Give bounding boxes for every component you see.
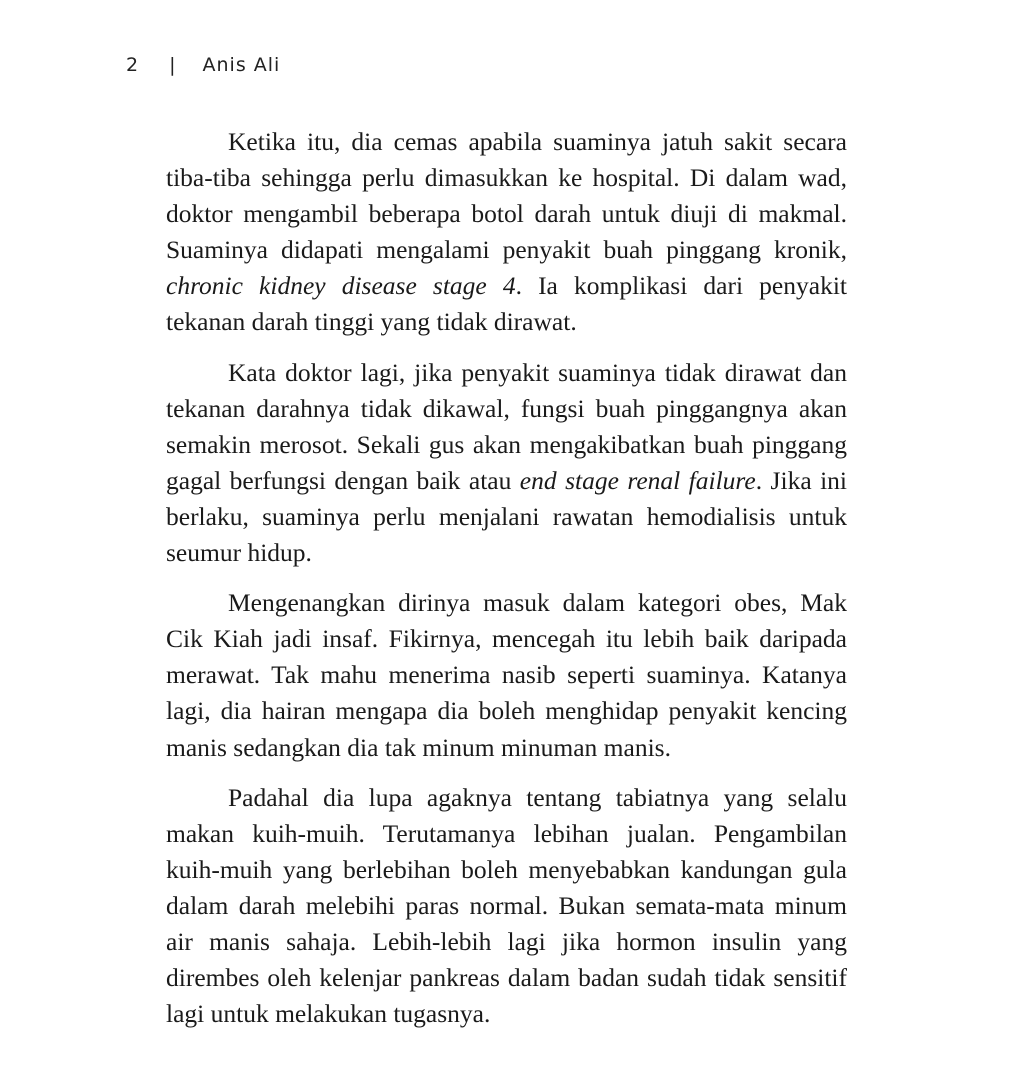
paragraph-1 [166, 124, 847, 341]
italic-term: chronic kidney disease stage 4 [166, 271, 516, 301]
italic-term: end stage renal failure [519, 465, 756, 495]
paragraph-text: Ketika itu, dia cemas apabila suaminya jatuh sakit secara tiba-tiba sehingga perlu dimasukkan ke hospital. Di dalam wad, doktor mengambil beberapa botol darah untuk diuji di makmal. Suaminya didapati mengalami penyakit buah pinggang kronik, [166, 127, 847, 265]
paragraph-text: . Ia komplikasi dari penyakit tekanan darah tinggi yang tidak dirawat. [166, 271, 847, 337]
paragraph-2 [166, 355, 847, 572]
paragraph-text: . Jika ini berlaku, suaminya perlu menjalani rawatan hemodialisis untuk seumur hidup. [166, 465, 848, 568]
paragraph-text: Padahal dia lupa agaknya tentang tabiatnya yang selalu makan kuih-muih. Terutamanya lebihan jualan. Pengambilan kuih-muih yang berlebihan boleh menyebabkan kandungan gula dalam darah melebihi paras normal. Bukan semata-mata minum air manis sahaja. Lebih-lebih lagi jika hormon insulin yang dirembes oleh kelenjar pankreas dalam badan sudah tidak sensitif lagi untuk melakukan tugasnya. [166, 782, 847, 1029]
running-header [126, 54, 280, 76]
paragraph-4 [166, 780, 847, 1033]
author-name: Anis Ali [202, 54, 281, 76]
page-number: 2 [126, 54, 140, 76]
paragraph-text: Kata doktor lagi, jika penyakit suaminya tidak dirawat dan tekanan darahnya tidak dikawal, fungsi buah pinggangnya akan semakin merosot. Sekali gus akan mengakibatkan buah pinggang gagal berfungsi dengan baik atau [166, 357, 847, 495]
header-separator: | [169, 54, 177, 76]
paragraph-text: Mengenangkan dirinya masuk dalam kategori obes, Mak Cik Kiah jadi insaf. Fikirnya, mencegah itu lebih baik daripada merawat. Tak mahu menerima nasib seperti suaminya. Katanya lagi, dia hairan mengapa dia boleh menghidap penyakit kencing manis sedangkan dia tak minum minuman manis. [166, 588, 847, 762]
paragraph-3 [166, 585, 847, 765]
body-text [166, 124, 847, 1032]
